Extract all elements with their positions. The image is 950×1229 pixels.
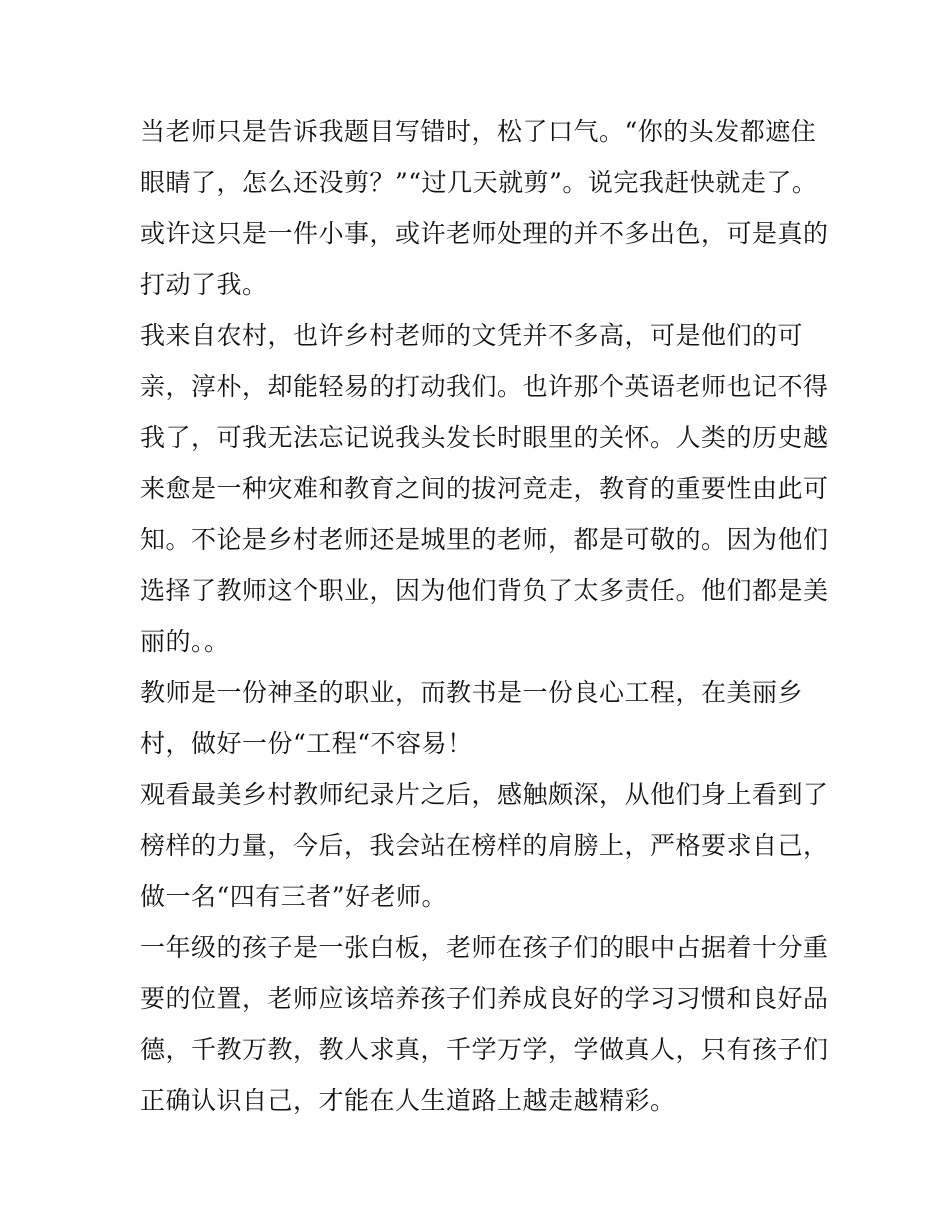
- text-line: 要的位置，老师应该培养孩子们养成良好的学习习惯和良好品: [140, 984, 829, 1013]
- text-line: 榜样的力量，今后，我会站在榜样的肩膀上，严格要求自己，: [140, 831, 829, 860]
- text-line: 我了，可我无法忘记说我头发长时眼里的关怀。人类的历史越: [140, 423, 829, 452]
- text-line: 知。不论是乡村老师还是城里的老师，都是可敬的。因为他们: [140, 525, 829, 554]
- text-line: 观看最美乡村教师纪录片之后，感触颇深，从他们身上看到了: [140, 780, 829, 809]
- text-line: 打动了我。: [140, 270, 268, 299]
- text-line: 当老师只是告诉我题目写错时，松了口气。“你的头发都遮住: [140, 117, 817, 146]
- text-line: 眼睛了，怎么还没剪？”“过几天就剪”。说完我赶快就走了。: [140, 168, 818, 197]
- text-line: 来愈是一种灾难和教育之间的拔河竞走，教育的重要性由此可: [140, 474, 829, 503]
- text-line: 我来自农村，也许乡村老师的文凭并不多高，可是他们的可: [140, 321, 804, 350]
- text-line: 德，千教万教，教人求真，千学万学，学做真人，只有孩子们: [140, 1035, 829, 1064]
- text-line: 选择了教师这个职业，因为他们背负了太多责任。他们都是美: [140, 576, 829, 605]
- text-line: 正确认识自己，才能在人生道路上越走越精彩。: [140, 1086, 676, 1115]
- document-body: [140, 106, 829, 1126]
- text-line: 亲，淳朴，却能轻易的打动我们。也许那个英语老师也记不得: [140, 372, 829, 401]
- text-line: 或许这只是一件小事，或许老师处理的并不多出色，可是真的: [140, 219, 829, 248]
- text-line: 村，做好一份“工程“不容易！: [140, 729, 473, 758]
- text-line: 教师是一份神圣的职业，而教书是一份良心工程，在美丽乡: [140, 678, 804, 707]
- text-line: 一年级的孩子是一张白板，老师在孩子们的眼中占据着十分重: [140, 933, 829, 962]
- text-line: 做一名“四有三者”好老师。: [140, 882, 448, 911]
- text-line: 丽的。。: [140, 627, 230, 656]
